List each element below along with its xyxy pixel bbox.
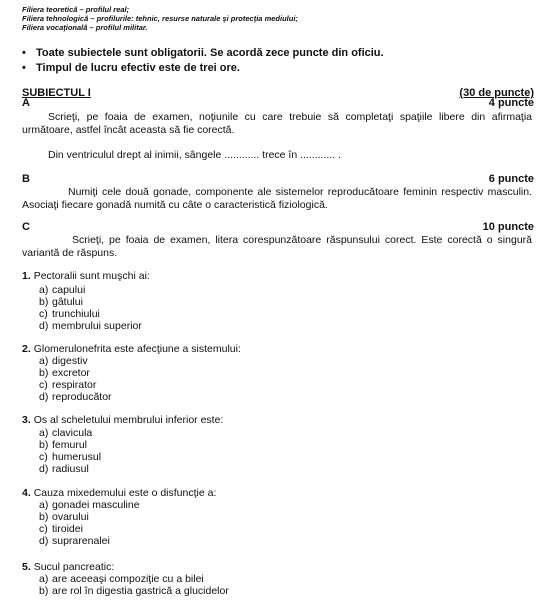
subject-points: (30 de puncte) xyxy=(459,87,534,99)
section-b-text: Numiţi cele două gonade, componente ale sistemelor reproducătoare feminin respectiv masculin. Asociaţi fiecare gonadă numită cu câte o caracteristică fiziologică. xyxy=(22,186,532,211)
question-5-option-a: a) are aceeaşi compoziţie cu a bilei xyxy=(39,573,204,585)
instruction-1: • Toate subiectele sunt obligatorii. Se acordă zece puncte din oficiu. xyxy=(22,47,384,59)
question-2-option-c: c) respirator xyxy=(39,379,97,391)
section-a-letter: A xyxy=(22,97,30,109)
question-1-option-d: d) membrului superior xyxy=(39,320,142,332)
question-3-option-a: a) clavicula xyxy=(39,427,93,439)
header-line-3: Filiera vocaţională – profilul militar. xyxy=(22,23,148,32)
question-4-option-a: a) gonadei masculine xyxy=(39,499,140,511)
question-2-option-b: b) excretor xyxy=(39,367,90,379)
section-c-text: Scrieţi, pe foaia de examen, litera corespunzătoare răspunsului corect. Este corectă o singură variantă de răspuns. xyxy=(22,234,532,259)
question-5: 5. Sucul pancreatic: xyxy=(22,561,115,573)
section-a-points: 4 puncte xyxy=(488,97,534,109)
section-b-points: 6 puncte xyxy=(488,173,534,185)
question-3-option-d: d) radiusul xyxy=(39,463,89,475)
header-line-1: Filiera teoretică – profilul real; xyxy=(22,5,130,14)
section-c-points: 10 puncte xyxy=(482,221,534,233)
question-3-option-c: c) humerusul xyxy=(39,451,102,463)
question-4-option-b: b) ovarului xyxy=(39,511,89,523)
question-1-option-a: a) capului xyxy=(39,284,86,296)
instruction-2: • Timpul de lucru efectiv este de trei ore. xyxy=(22,62,240,74)
question-2-option-d: d) reproducător xyxy=(39,391,112,403)
bullet-icon: • xyxy=(22,62,26,74)
question-4: 4. Cauza mixedemului este o disfuncţie a: xyxy=(22,487,217,499)
question-4-option-d: d) suprarenalei xyxy=(39,535,110,547)
question-3-option-b: b) femurul xyxy=(39,439,88,451)
question-1: 1. Pectoralii sunt muşchi ai: xyxy=(22,270,150,282)
question-1-option-b: b) gâtului xyxy=(39,296,83,308)
question-3: 3. Os al scheletului membrului inferior este: xyxy=(22,414,224,426)
section-b-letter: B xyxy=(22,173,30,185)
question-5-option-b: b) are rol în digestia gastrică a glucidelor xyxy=(39,585,229,597)
section-a-text: Scrieţi, pe foaia de examen, noţiunile cu care trebuie să completaţi spaţiile libere din afirmaţia următoare, astfel încât aceasta să fie corectă. xyxy=(22,111,532,136)
question-4-option-c: c) tiroidei xyxy=(39,523,83,535)
section-c-letter: C xyxy=(22,221,30,233)
question-2-option-a: a) digestiv xyxy=(39,355,88,367)
subject-title: SUBIECTUL I xyxy=(22,87,91,99)
question-1-option-c: c) trunchiului xyxy=(39,308,100,320)
header-line-2: Filiera tehnologică – profilurile: tehnic, resurse naturale şi protecţia mediului; xyxy=(22,14,298,23)
bullet-icon: • xyxy=(22,47,26,59)
question-2: 2. Glomerulonefrita este afecţiune a sistemului: xyxy=(22,343,241,355)
section-a-statement: Din ventriculul drept al inimii, sângele ............ trece în ............ . xyxy=(48,149,341,161)
